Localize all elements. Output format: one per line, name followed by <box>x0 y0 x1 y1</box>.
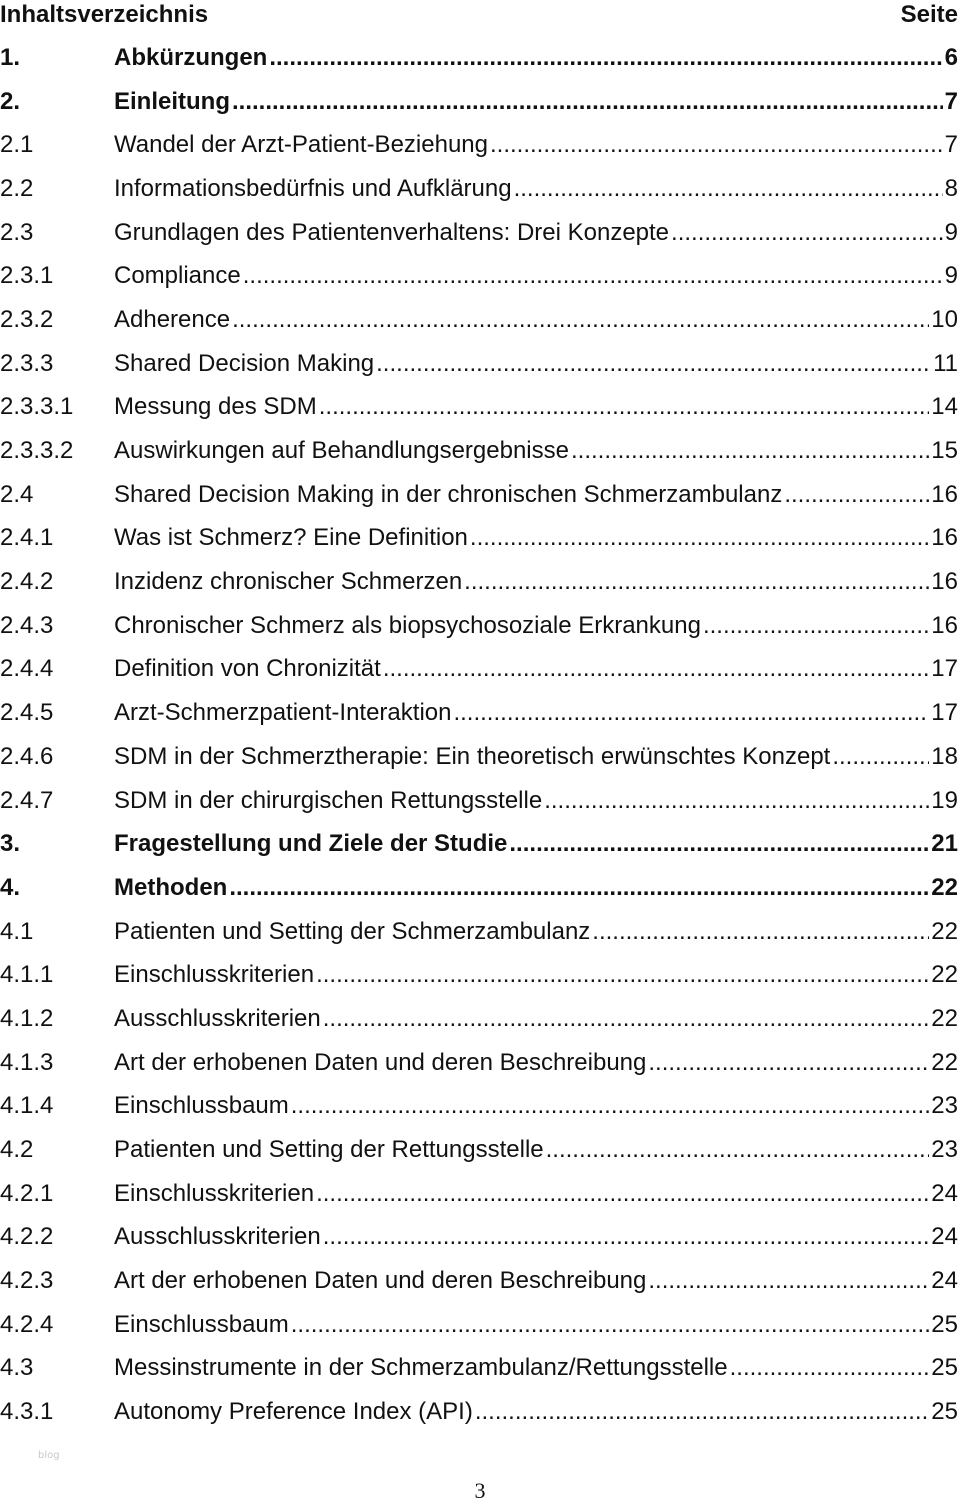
dot-leader <box>784 481 929 509</box>
toc-entry <box>0 36 958 80</box>
toc-entry-page: 22 <box>931 961 958 989</box>
toc-entry-page: 23 <box>931 1092 958 1120</box>
dot-leader <box>383 655 929 683</box>
toc-entry-page: 22 <box>931 917 958 945</box>
toc-entry <box>0 604 958 648</box>
toc-entry-title: Art der erhobenen Daten und deren Beschreibung <box>114 1048 647 1076</box>
toc-entry-number: 2.1 <box>0 131 34 159</box>
dot-leader <box>648 1049 929 1077</box>
dot-leader <box>490 131 943 159</box>
toc-entry-title: Wandel der Arzt-Patient-Beziehung <box>114 131 488 159</box>
dot-leader <box>269 44 942 72</box>
dot-leader <box>291 1311 930 1339</box>
toc-entry <box>0 691 958 735</box>
toc-entry-number: 4.2 <box>0 1136 34 1164</box>
toc-entry-page: 11 <box>933 349 958 377</box>
toc-entry-number: 4. <box>0 873 21 901</box>
toc-entry-title: Inzidenz chronischer Schmerzen <box>114 568 463 596</box>
toc-entry-page: 22 <box>931 1004 958 1032</box>
toc-entry-page: 7 <box>944 87 958 115</box>
dot-leader <box>453 699 929 727</box>
toc-entry <box>0 1216 958 1260</box>
toc-entry <box>0 1390 958 1434</box>
toc-entry-title: Messinstrumente in der Schmerzambulanz/Rettungsstelle <box>114 1354 728 1382</box>
toc-entry-page: 24 <box>931 1179 958 1207</box>
toc-entry-page: 9 <box>944 262 958 290</box>
toc-entry-page: 16 <box>931 568 958 596</box>
dot-leader <box>571 437 929 465</box>
dot-leader <box>323 1223 930 1251</box>
toc-entry-title: Einschlusskriterien <box>114 961 315 989</box>
toc-entry-number: 2.3.3 <box>0 349 54 377</box>
toc-entry <box>0 866 958 910</box>
toc-entry-number: 2.4.5 <box>0 699 54 727</box>
toc-entry-number: 4.1.3 <box>0 1048 54 1076</box>
toc-entry-title: Was ist Schmerz? Eine Definition <box>114 524 468 552</box>
toc-entry-page: 16 <box>931 611 958 639</box>
toc-entry-number: 4.2.3 <box>0 1267 54 1295</box>
toc-entry <box>0 429 958 473</box>
dot-leader <box>514 175 943 203</box>
toc-entry-page: 16 <box>931 480 958 508</box>
toc-entry-page: 16 <box>931 524 958 552</box>
toc-entry <box>0 822 958 866</box>
dot-leader <box>703 612 929 640</box>
toc-entry-number: 2.3.3.1 <box>0 393 74 421</box>
toc-entry-number: 1. <box>0 43 21 71</box>
toc-entry-page: 9 <box>944 218 958 246</box>
dot-leader <box>475 1398 929 1426</box>
toc-entry-page: 19 <box>931 786 958 814</box>
toc-entry <box>0 517 958 561</box>
toc-entry <box>0 1085 958 1129</box>
toc-entry-page: 25 <box>931 1398 958 1426</box>
page-column-label: Seite <box>900 1 958 28</box>
toc-entry-page: 23 <box>931 1136 958 1164</box>
dot-leader <box>671 219 943 247</box>
toc-entry-page: 21 <box>931 830 958 858</box>
toc-entry <box>0 386 958 430</box>
toc-entry <box>0 779 958 823</box>
toc-entry-title: Einschlussbaum <box>114 1092 289 1120</box>
dot-leader <box>470 524 929 552</box>
toc-entry-title: Art der erhobenen Daten und deren Beschreibung <box>114 1267 647 1295</box>
toc-entry-title: Compliance <box>114 262 241 290</box>
dot-leader <box>648 1267 929 1295</box>
dot-leader <box>544 787 929 815</box>
toc-entry <box>0 298 958 342</box>
toc-entry <box>0 997 958 1041</box>
toc-entry-page: 7 <box>944 131 958 159</box>
toc-entry-title: Ausschlusskriterien <box>114 1004 321 1032</box>
dot-leader <box>291 1092 930 1120</box>
toc-entry <box>0 342 958 386</box>
toc-entry-number: 2.4.3 <box>0 611 54 639</box>
toc-entry <box>0 910 958 954</box>
dot-leader <box>316 961 929 989</box>
toc-entry-number: 4.1.4 <box>0 1092 54 1120</box>
toc-entry-title: Definition von Chronizität <box>114 655 381 683</box>
toc-entry-title: Messung des SDM <box>114 393 317 421</box>
toc-entry-number: 2.4 <box>0 480 34 508</box>
toc-entry-number: 4.2.1 <box>0 1179 54 1207</box>
toc-entry <box>0 211 958 255</box>
toc-entry-page: 6 <box>944 43 958 71</box>
toc-entry-page: 17 <box>931 655 958 683</box>
toc-entry-title: SDM in der chirurgischen Rettungsstelle <box>114 786 543 814</box>
toc-entry-number: 4.1.2 <box>0 1004 54 1032</box>
toc-entry-number: 2.2 <box>0 174 34 202</box>
dot-leader <box>730 1354 930 1382</box>
toc-entry-page: 25 <box>931 1310 958 1338</box>
toc-entry-title: Abkürzungen <box>114 43 268 71</box>
toc-entry-number: 4.3.1 <box>0 1398 54 1426</box>
toc-entry-title: Ausschlusskriterien <box>114 1223 321 1251</box>
toc-title: Inhaltsverzeichnis <box>0 1 209 28</box>
toc-entry-number: 4.3 <box>0 1354 34 1382</box>
toc-entry <box>0 1041 958 1085</box>
dot-leader <box>832 743 929 771</box>
dot-leader <box>243 262 943 290</box>
toc-entry-number: 2.3.3.2 <box>0 437 74 465</box>
toc-entry <box>0 1347 958 1391</box>
toc-entry-title: Auswirkungen auf Behandlungsergebnisse <box>114 437 569 465</box>
toc-entry <box>0 254 958 298</box>
toc-entry-title: Patienten und Setting der Schmerzambulanz <box>114 917 591 945</box>
dot-leader <box>229 874 929 902</box>
toc-entry-title: Einschlusskriterien <box>114 1179 315 1207</box>
toc-entry <box>0 560 958 604</box>
toc-entry <box>0 648 958 692</box>
toc-entry-number: 2.4.2 <box>0 568 54 596</box>
toc-entry <box>0 735 958 779</box>
dot-leader <box>464 568 929 596</box>
toc-entry-title: Arzt-Schmerzpatient-Interaktion <box>114 699 452 727</box>
toc-entry-page: 22 <box>931 1048 958 1076</box>
toc-entry <box>0 167 958 211</box>
page-number: 3 <box>474 1478 486 1503</box>
dot-leader <box>509 830 929 858</box>
toc-entry-page: 10 <box>931 305 958 333</box>
watermark: blog <box>38 1450 60 1461</box>
toc-entry-number: 4.1.1 <box>0 961 54 989</box>
toc-entry <box>0 1172 958 1216</box>
toc-entry-number: 2.4.1 <box>0 524 54 552</box>
toc-entry-number: 2. <box>0 87 21 115</box>
toc-entry-number: 2.3 <box>0 218 34 246</box>
toc-entry-title: Einleitung <box>114 87 230 115</box>
toc-entry-number: 2.4.7 <box>0 786 54 814</box>
toc-entry-number: 2.4.6 <box>0 742 54 770</box>
toc-entry <box>0 1128 958 1172</box>
toc-entry <box>0 953 958 997</box>
dot-leader <box>232 88 943 116</box>
toc-entry-title: Einschlussbaum <box>114 1310 289 1338</box>
dot-leader <box>323 1005 930 1033</box>
toc-entry-number: 2.3.2 <box>0 305 54 333</box>
toc-entry-number: 4.1 <box>0 917 34 945</box>
toc-entry-title: Informationsbedürfnis und Aufklärung <box>114 174 512 202</box>
toc-entry-title: Shared Decision Making in der chronischen Schmerzambulanz <box>114 480 783 508</box>
toc-entry-number: 2.3.1 <box>0 262 54 290</box>
toc-entry <box>0 123 958 167</box>
dot-leader <box>316 1180 929 1208</box>
toc-entry-title: Shared Decision Making <box>114 349 375 377</box>
toc-entry <box>0 473 958 517</box>
dot-leader <box>232 306 929 334</box>
toc-entry-title: Grundlagen des Patientenverhaltens: Drei Konzepte <box>114 218 670 246</box>
toc-entry-page: 25 <box>931 1354 958 1382</box>
dot-leader <box>376 350 931 378</box>
toc-entry-page: 22 <box>931 873 958 901</box>
toc-entry-number: 2.4.4 <box>0 655 54 683</box>
toc-entry-title: Autonomy Preference Index (API) <box>114 1398 473 1426</box>
toc-entry-page: 8 <box>944 174 958 202</box>
toc-entry-page: 24 <box>931 1223 958 1251</box>
toc-entry-page: 14 <box>931 393 958 421</box>
dot-leader <box>319 393 930 421</box>
toc-entry-number: 4.2.2 <box>0 1223 54 1251</box>
toc-entry <box>0 1259 958 1303</box>
toc-entry <box>0 80 958 124</box>
dot-leader <box>546 1136 930 1164</box>
toc-entry-title: Methoden <box>114 873 228 901</box>
toc-entry-page: 17 <box>931 699 958 727</box>
toc-entry-title: Adherence <box>114 305 231 333</box>
toc-entry-number: 3. <box>0 830 21 858</box>
toc-entry-title: Chronischer Schmerz als biopsychosoziale Erkrankung <box>114 611 701 639</box>
toc-entry-title: Fragestellung und Ziele der Studie <box>114 830 508 858</box>
toc-entry-title: SDM in der Schmerztherapie: Ein theoretisch erwünschtes Konzept <box>114 742 831 770</box>
toc-entry-page: 15 <box>931 437 958 465</box>
table-of-contents <box>0 36 958 1434</box>
toc-entry-page: 18 <box>931 742 958 770</box>
toc-header <box>0 0 958 30</box>
dot-leader <box>592 918 929 946</box>
toc-entry-number: 4.2.4 <box>0 1310 54 1338</box>
toc-entry-title: Patienten und Setting der Rettungsstelle <box>114 1136 544 1164</box>
toc-entry <box>0 1303 958 1347</box>
toc-entry-page: 24 <box>931 1267 958 1295</box>
